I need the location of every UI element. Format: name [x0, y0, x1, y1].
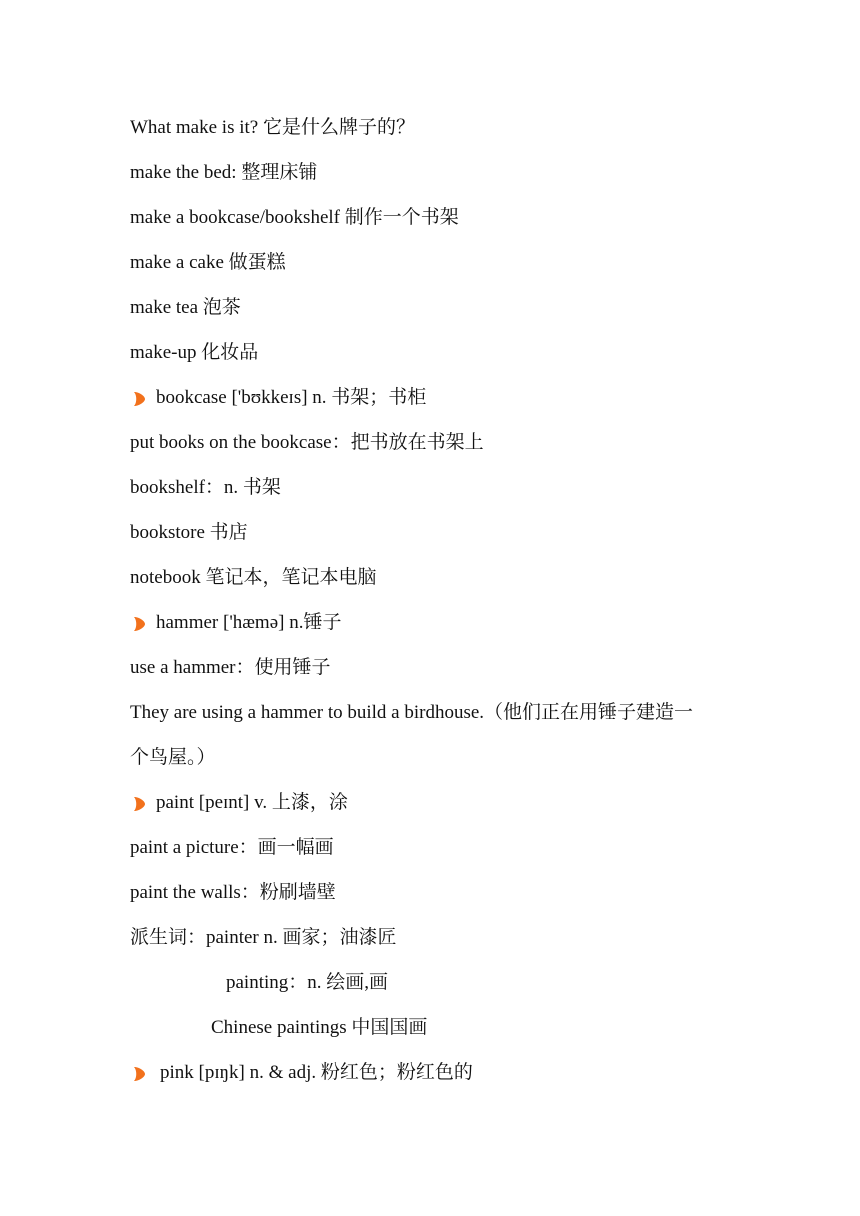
- text-line: make a bookcase/bookshelf 制作一个书架: [130, 207, 459, 228]
- text-line: make the bed: 整理床铺: [130, 162, 318, 183]
- text-line: bookstore 书店: [130, 522, 248, 543]
- text-line: notebook 笔记本，笔记本电脑: [130, 567, 377, 588]
- orange-heart-bullet-icon: [130, 386, 148, 410]
- text-line: use a hammer：使用锤子: [130, 657, 331, 678]
- text-line: put books on the bookcase：把书放在书架上: [130, 432, 484, 453]
- text-line: make a cake 做蛋糕: [130, 252, 286, 273]
- vocab-entry-hammer: hammer ['hæmə] n.锤子: [156, 612, 342, 633]
- text-line: paint the walls：粉刷墙壁: [130, 882, 336, 903]
- text-line: 派生词：painter n. 画家；油漆匠: [130, 927, 397, 948]
- vocab-entry-pink: pink [pɪŋk] n. & adj. 粉红色；粉红色的: [160, 1062, 473, 1083]
- vocab-entry-bookcase: bookcase ['bʊkkeɪs] n. 书架；书柜: [156, 387, 427, 408]
- text-line: painting：n. 绘画,画: [226, 972, 389, 993]
- text-line: Chinese paintings 中国国画: [211, 1017, 428, 1038]
- text-line: What make is it? 它是什么牌子的？: [130, 117, 415, 138]
- text-line: paint a picture：画一幅画: [130, 837, 334, 858]
- text-line: 个鸟屋。）: [130, 747, 216, 768]
- orange-heart-bullet-icon: [130, 611, 148, 635]
- orange-heart-bullet-icon: [130, 1061, 148, 1085]
- orange-heart-bullet-icon: [130, 791, 148, 815]
- text-line: make-up 化妆品: [130, 342, 259, 363]
- text-line: make tea 泡茶: [130, 297, 241, 318]
- text-line: bookshelf：n. 书架: [130, 477, 281, 498]
- text-line: They are using a hammer to build a birdhouse.（他们正在用锤子建造一: [130, 702, 694, 723]
- vocab-entry-paint: paint [peɪnt] v. 上漆，涂: [156, 792, 348, 813]
